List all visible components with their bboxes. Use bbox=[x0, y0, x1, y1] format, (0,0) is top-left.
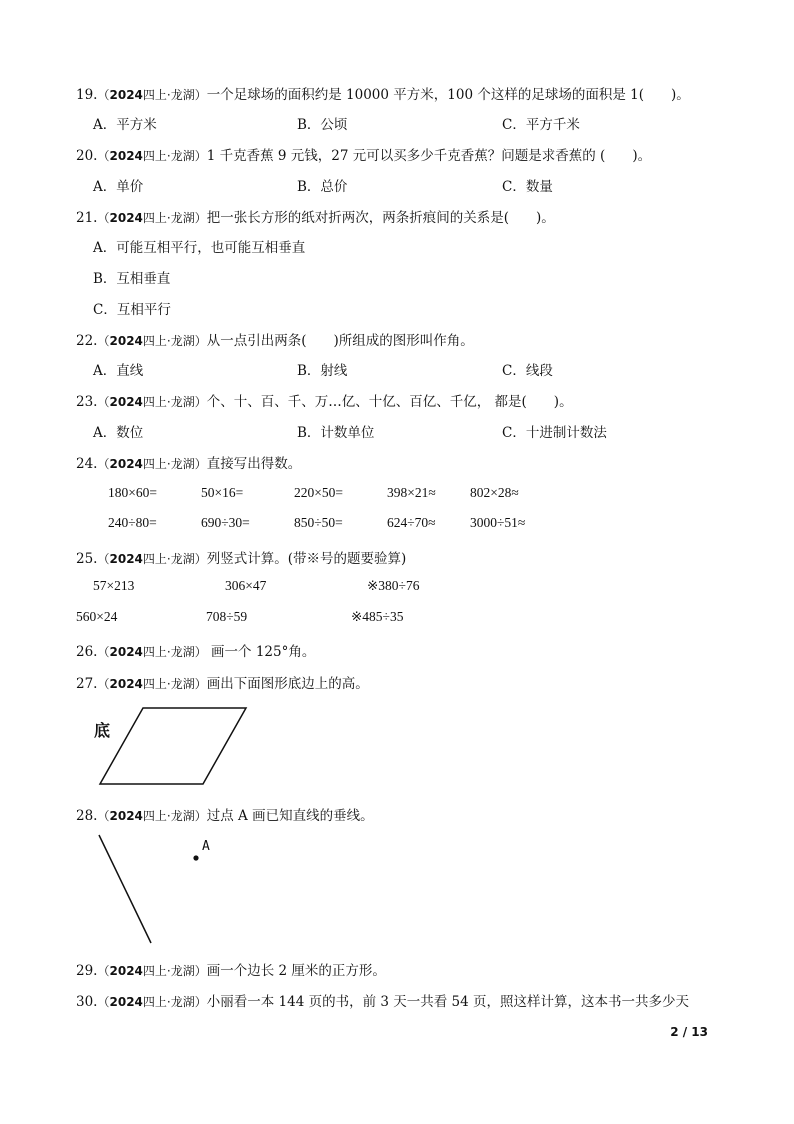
vertical-calc-item: ※485÷35 bbox=[351, 609, 404, 624]
q22-option-c: C．线段 bbox=[502, 363, 553, 379]
q19-option-b: B．公顷 bbox=[297, 117, 348, 133]
q21-option-b: B．互相垂直 bbox=[93, 271, 171, 287]
q22-option-a: A．直线 bbox=[93, 363, 144, 379]
parallelogram-figure bbox=[88, 702, 258, 792]
question-22: 22.（2024四上·龙湖）从一点引出两条( )所组成的图形叫作角。 bbox=[76, 333, 474, 349]
question-28: 28.（2024四上·龙湖）过点 A 画已知直线的垂线。 bbox=[76, 808, 374, 824]
calc-item: 220×50= bbox=[294, 485, 343, 500]
question-30: 30.（2024四上·龙湖）小丽看一本 144 页的书，前 3 天一共看 54 页，照这样计算，这本书一共多少天 bbox=[76, 994, 690, 1010]
calc-item: 180×60= bbox=[108, 485, 157, 500]
line-and-point-figure bbox=[90, 830, 230, 950]
q23-option-c: C．十进制计数法 bbox=[502, 425, 607, 441]
point-a-label: A bbox=[202, 839, 210, 854]
question-27: 27.（2024四上·龙湖）画出下面图形底边上的高。 bbox=[76, 676, 369, 692]
q22-option-b: B．射线 bbox=[297, 363, 348, 379]
page-number: 2 / 13 bbox=[670, 1025, 708, 1039]
q23-option-a: A．数位 bbox=[93, 425, 144, 441]
calc-item: 690÷30= bbox=[201, 515, 250, 530]
vertical-calc-item: 708÷59 bbox=[206, 609, 248, 624]
calc-item: 624÷70≈ bbox=[387, 515, 436, 530]
point-a bbox=[193, 855, 198, 860]
vertical-calc-item: ※380÷76 bbox=[367, 578, 420, 593]
q23-option-b: B．计数单位 bbox=[297, 425, 375, 441]
q20-option-c: C．数量 bbox=[502, 179, 553, 195]
q19-option-a: A．平方米 bbox=[93, 117, 157, 133]
vertical-calc-item: 560×24 bbox=[76, 609, 118, 624]
question-25: 25.（2024四上·龙湖）列竖式计算。(带※号的题要验算) bbox=[76, 551, 407, 567]
base-label: 底 bbox=[94, 721, 111, 740]
calc-item: 398×21≈ bbox=[387, 485, 436, 500]
q21-option-a: A．可能互相平行，也可能互相垂直 bbox=[93, 240, 306, 256]
calc-item: 850÷50= bbox=[294, 515, 343, 530]
calc-item: 50×16= bbox=[201, 485, 244, 500]
question-29: 29.（2024四上·龙湖）画一个边长 2 厘米的正方形。 bbox=[76, 963, 386, 979]
q19-option-c: C．平方千米 bbox=[502, 117, 580, 133]
question-20: 20.（2024四上·龙湖）1 千克香蕉 9 元钱，27 元可以买多少千克香蕉？问题是求香蕉的 ( )。 bbox=[76, 148, 652, 164]
given-line bbox=[99, 835, 151, 943]
q21-option-c: C．互相平行 bbox=[93, 302, 171, 318]
question-23: 23.（2024四上·龙湖）个、十、百、千、万…亿、十亿、百亿、千亿， 都是( )。 bbox=[76, 394, 573, 410]
question-24: 24.（2024四上·龙湖）直接写出得数。 bbox=[76, 456, 302, 472]
q20-option-a: A．单价 bbox=[93, 179, 144, 195]
calc-item: 3000÷51≈ bbox=[470, 515, 526, 530]
q20-option-b: B．总价 bbox=[297, 179, 348, 195]
parallelogram-shape bbox=[100, 708, 246, 784]
calc-item: 240÷80= bbox=[108, 515, 157, 530]
calc-item: 802×28≈ bbox=[470, 485, 519, 500]
question-26: 26.（2024四上·龙湖） 画一个 125°角。 bbox=[76, 644, 316, 660]
vertical-calc-item: 306×47 bbox=[225, 578, 267, 593]
question-21: 21.（2024四上·龙湖）把一张长方形的纸对折两次，两条折痕间的关系是( )。 bbox=[76, 210, 555, 226]
vertical-calc-item: 57×213 bbox=[93, 578, 135, 593]
question-19: 19.（2024四上·龙湖）一个足球场的面积约是 10000 平方米，100 个这样的足球场的面积是 1( )。 bbox=[76, 87, 690, 103]
